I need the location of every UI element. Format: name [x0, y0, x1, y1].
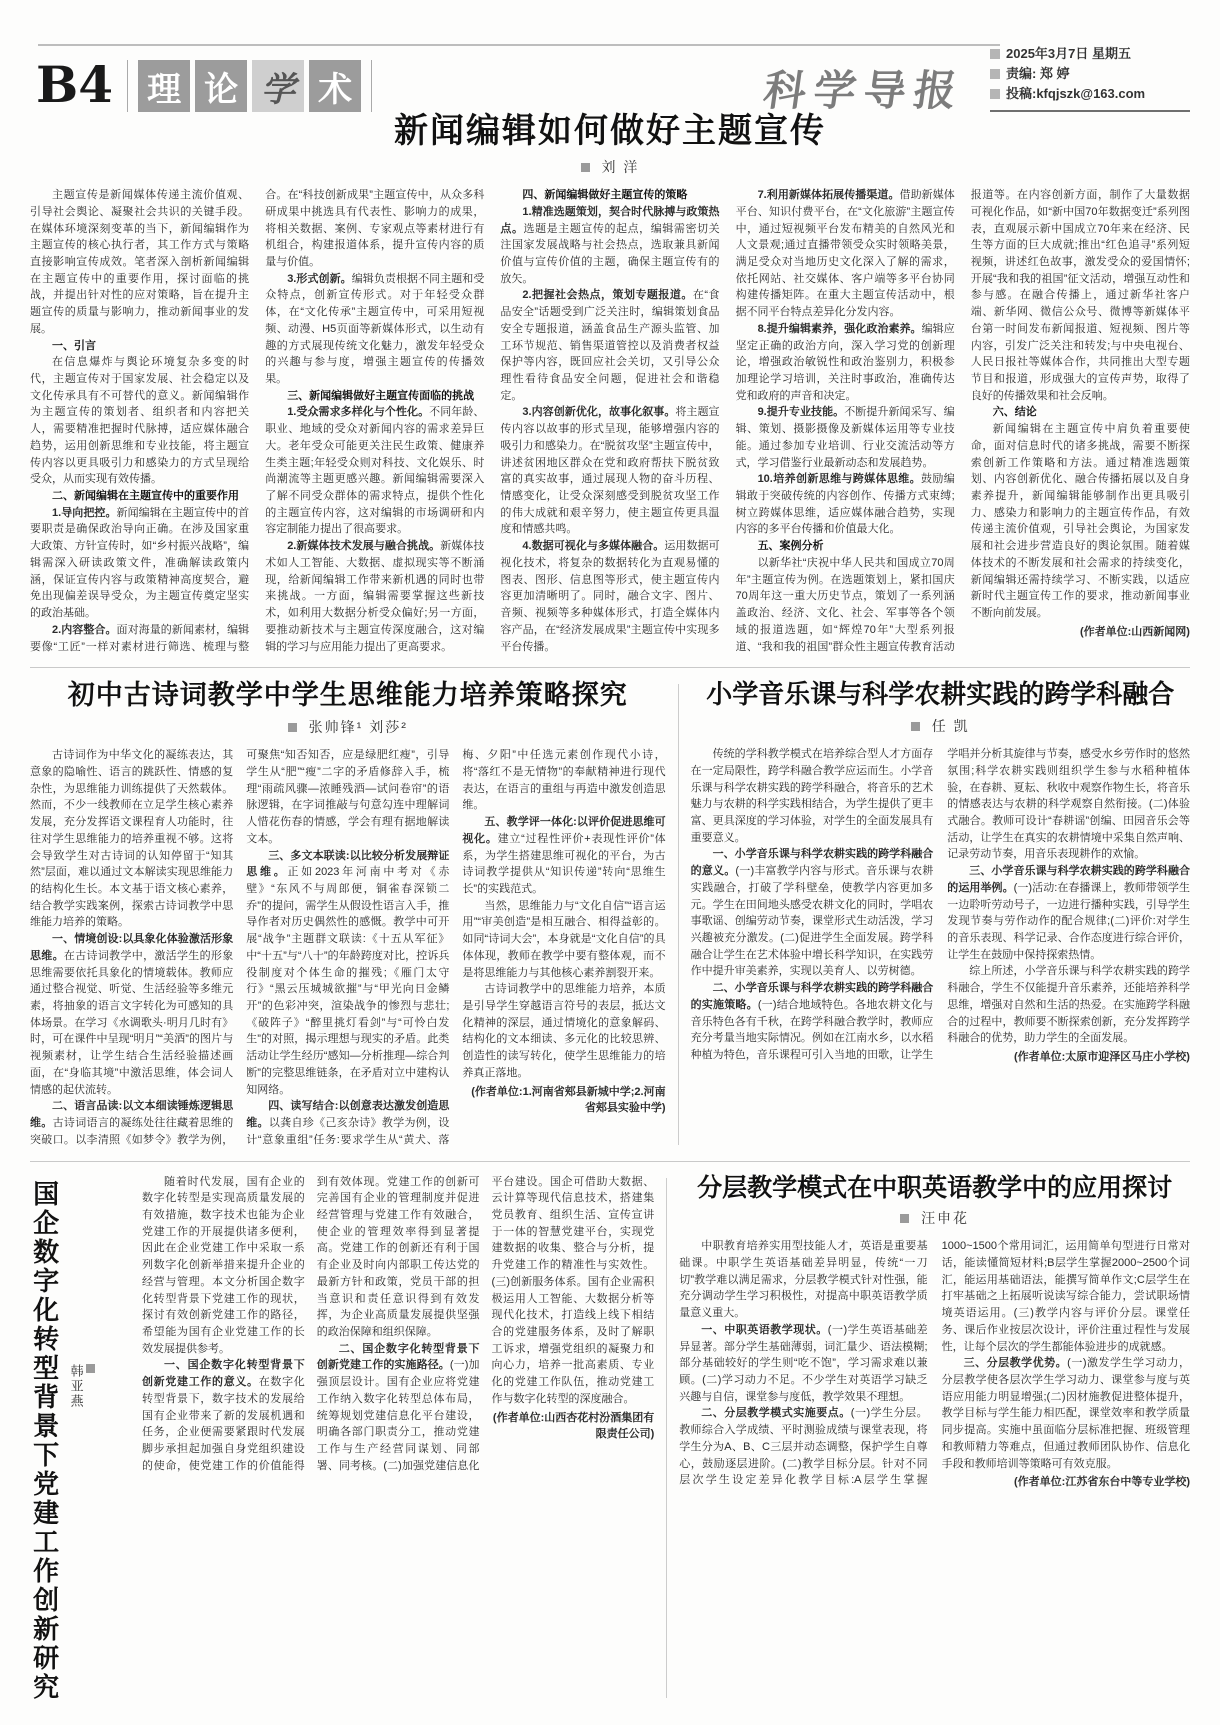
body-paragraph: 三、多文本联读:以比较分析发展辩证思维。正如2023年河南中考对《赤壁》“东风不与周郎便，铜雀春深锁二乔”的提问，需学生从假设性语言入手，推导作者对历史偶然性的感慨。教学中可开展“战争”主题群文联读:《十五从军征》中“十五”与“八十”的年龄跨度对比，控诉兵役制度对个体生命的摧残;《雁门太守行》“黑云压城城欲摧”与“甲光向日金鳞开”的色彩冲突，渲染战争的惨烈与悲壮;《破阵子》“醉里挑灯看剑”与“可怜白发生”的对照，揭示理想与现实的矛盾。此类活动让学生经历“感知—分析推理—综合判断”的完整思维链条，在矛盾对立中建构认知网络。 — [246, 849, 450, 1096]
body-paragraph: 1.受众需求多样化与个性化。不同年龄、职业、地域的受众对新闻内容的需求差异巨大。老年受众可能更关注民生政策、健康养生类主题;年轻受众则对科技、文化娱乐、时尚潮流等主题更感兴趣。新闻编辑需要深入了解不同受众群体的需求特点，提供个性化的主题宣传内容，这对编辑的市场调研和内容定制能力提出了很高要求。 — [265, 406, 485, 536]
section-heading: 三、新闻编辑做好主题宣传面临的挑战 — [287, 389, 475, 402]
author-name: 任 凯 — [931, 718, 970, 735]
author-affiliation: (作者单位:江苏省东台中等专业学校) — [1014, 1476, 1190, 1489]
byline-marker-icon — [86, 1364, 95, 1373]
article-body — [30, 187, 1190, 655]
body-paragraph: 随着时代发展，国有企业的数字化转型是实现高质量发展的有效措施，数字技术也能为企业党建工作的开展提供诸多便利，因此在企业党建工作中采取一系列数字化创新举措来提升企业的经营与管理。本文分析国企数字化转型背景下党建工作的现状，探讨有效创新党建工作的路径，希望能为国有企业党建工作的长效发展提供参考。 — [142, 1175, 305, 1355]
article-body — [142, 1174, 654, 1702]
body-paragraph: 3.形式创新。编辑负责根据不同主题和受众特点，创新宣传形式。对于年轻受众群体，在“文化传承”主题宣传中，可采用短视频、动漫、H5页面等新媒体形式，以生动有趣的方式展现传统文化魅力，激发年轻受众的兴趣与参与度，增强主题宣传的传播效果。 — [265, 272, 485, 385]
author-affiliation: (作者单位:太原市迎泽区马庄小学校) — [1013, 1051, 1190, 1064]
body-paragraph: 1.导向把控。新闻编辑在主题宣传中的首要职责是确保政治导向正确。在涉及国家重大政策、方针宣传时，如“乡村振兴战略”，编辑需深入研读政策文件，准确解读政策内涵，保证宣传内容与政策精神高度契合，避免出现偏差误导受众，为主题宣传奠定坚实的政治基础。 — [30, 506, 250, 620]
byline — [67, 1364, 95, 1702]
article-theme-propaganda — [30, 112, 1190, 655]
section-char-box: 术 — [309, 60, 361, 112]
column-divider — [678, 684, 679, 1144]
body-paragraph: 一、情境创设:以具象化体验激活形象思维。在古诗词教学中，激活学生的形象思维需要依托具象化的情境载体。教师应通过整合视觉、听觉、生活经验等多维元素，将抽象的语言文字转化为可感知的具体场景。在学习《水调歌头·明月几时有》时，可在课件中呈现“明月”“美酒”的图片与视频素材，让学生结合生活经验描述画面，在“身临其境”中激活思维，体会词人情感的起伏流转。 — [30, 933, 234, 1096]
article-title: 小学音乐课与科学农耕实践的跨学科融合 — [706, 679, 1175, 710]
section-heading: 一、引言 — [52, 339, 96, 352]
article-title: 新闻编辑如何做好主题宣传 — [394, 112, 826, 150]
body-paragraph: 2.把握社会热点，策划专题报道。在“食品安全”话题受到广泛关注时，编辑策划食品安全专题报道，涵盖食品生产源头监管、加工环节规范、销售渠道管控以及消费者权益保护等内容，既回应社会关切，又引导公众理性看待食品安全问题，促进社会和谐稳定。 — [500, 289, 720, 402]
article-title: 分层教学模式在中职英语教学中的应用探讨 — [697, 1173, 1173, 1202]
article-body — [30, 747, 666, 1148]
byline — [30, 157, 1190, 177]
body-paragraph: 古诗词作为中华文化的凝练表达，其意象的隐喻性、语言的跳跃性、情感的复杂性，为思维能力训练提供了天然载体。然而，不少一线教师在立足学生核心素养发展，充分发挥语文课程育人功能时，往往对学生思维能力的培养重视不够。这将会导致学生对古诗词的认知停留于“知其然”层面，难以通过文本解读实现思维能力的结构化生长。本文基于语文核心素养，结合教学实践案例，探索古诗词教学中思维能力培养的策略。 — [30, 749, 234, 929]
section-char-box: 论 — [195, 60, 247, 112]
body-paragraph: 传统的学科教学模式在培养综合型人才方面存在一定局限性，跨学科融合教学应运而生。小学音乐课与科学农耕实践的跨学科融合，将音乐的艺术魅力与农耕的科学实践相结合，为学生提供了更丰富、更具深度的学习体验，对学生的全面发展具有重要意义。 — [690, 748, 934, 844]
body-paragraph: 三、小学音乐课与科学农耕实践的跨学科融合的运用举例。(一)活动:在春播课上，教师带领学生一边聆听劳动号子，一边进行播种实践，引导学生发现节奏与劳作动作的配合规律;(二)评价:对学生的音乐表现、科学记录、合作态度进行综合评价，让学生在鼓励中保持探索热情。 — [947, 865, 1190, 961]
body-paragraph: 一、中职英语教学现状。(一)学生英语基础差异显著。部分学生基础薄弱，词汇量少、语法模糊;部分基础较好的学生则“吃不饱”，学习需求难以兼顾。(二)学习动力不足。不少学生对英语学习缺乏兴趣与自信，课堂参与度低，教学效果不理想。 — [679, 1323, 928, 1403]
body-paragraph: 新闻编辑在主题宣传中肩负着重要使命，面对信息时代的诸多挑战，需要不断探索创新工作策略和方法。通过精准选题策划、内容创新优化、融合传播拓展以及自身素养提升，新闻编辑能够制作出更具吸引力、感染力和影响力的主题宣传作品，有效传递主流价值观，引导社会舆论，为国家发展和社会进步营造良好的舆论氛围。随着媒体技术的不断发展和社会需求的持续变化，新闻编辑还需持续学习、不断实践，以适应新时代主题宣传工作的要求，推动新闻事业不断向前发展。 — [970, 423, 1190, 620]
body-paragraph: 2.内容整合。面对海量的新闻素材，编辑要像“工匠”一样对素材进行筛选、梳理与整合。在“科技创新成果”主题宣传中，从众多科研成果中挑选具有代表性、影响力的成果，将相关数据、案例、专家观点等素材进行有机组合，构建报道体系，提升宣传内容的质量与价值。 — [30, 189, 485, 653]
body-paragraph: 二、语言品读:以文本细读锤炼逻辑思维。古诗词语言的凝练处往往藏着思维的突破口。以李清照《如梦令》教学为例，可聚焦“知否知否，应是绿肥红瘦”，引导学生从“肥”“瘦”二字的矛盾修辞入手，梳理“雨疏风骤—浓睡残酒—试问卷帘”的语脉逻辑，在字词推敲与句意勾连中理解词人惜花伤春的情感，学会有理有据地解读文本。 — [30, 749, 450, 1146]
editor-line: 责编: 郑 婷 — [990, 64, 1190, 84]
page-header — [30, 26, 1190, 112]
publication-date: 2025年3月7日 星期五 — [990, 44, 1190, 64]
body-paragraph: 综上所述，小学音乐课与科学农耕实践的跨学科融合，学生不仅能提升音乐素养，还能培养科学思维，增强对自然和生活的热爱。在实施跨学科融合的过程中，教师要不断探索创新，充分发挥跨学科融合的优势，助力学生的全面发展。 — [947, 965, 1190, 1045]
middle-band — [30, 680, 1190, 1148]
section-heading: 二、新闻编辑在主题宣传中的重要作用 — [52, 490, 239, 503]
body-paragraph: 10.培养创新思维与跨媒体思维。鼓励编辑敢于突破传统的内容创作、传播方式束缚;树立跨媒体思维，适应媒体融合趋势，实现内容的多平台传播和价值最大化。 — [735, 473, 955, 536]
byline — [679, 1208, 1190, 1228]
body-paragraph: 三、分层教学优势。(一)激发学生学习动力，分层教学使各层次学生学习动力、课堂参与度与英语应用能力明显增强;(二)因材施教促进整体提升，教学目标与学生能力相匹配，课堂效率和教学质量同步提高。实施中虽面临分层标准把握、班级管理和教师精力等难点，但通过教师团队协作、信息化手段和教师培训等策略可有效克服。 — [941, 1357, 1191, 1470]
byline — [30, 717, 666, 737]
section-heading: 五、案例分析 — [757, 540, 824, 553]
byline-marker-icon — [581, 163, 590, 172]
square-bullet-icon — [990, 89, 1000, 99]
body-paragraph: 二、小学音乐课与科学农耕实践的跨学科融合的实施策略。(一)结合地域特色。各地农耕文化与音乐特色各有千秋，在跨学科融合教学时，教师应充分考量当地实际情况。例如在江南水乡，以水稻种植为特色，音乐课程可引入当地的田歌，让学生学唱并分析其旋律与节奏，感受水乡劳作时的悠然氛围;科学农耕实践则组织学生参与水稻种植体验，在春耕、夏耘、秋收中观察作物生长，将音乐的情感表达与农耕的科学观察自然衔接。(二)体验式融合。教师可设计“春耕谣”创编、田园音乐会等活动，让学生在真实的农耕情境中采集自然声响、记录劳动节奏，用音乐表现耕作的欢愉。 — [690, 748, 1190, 1062]
section-divider — [30, 667, 1190, 668]
body-paragraph: 8.提升编辑素养，强化政治素养。编辑应坚定正确的政治方向，深入学习党的创新理论，增强政治敏锐性和政治鉴别力，积极参加理论学习培训，关注时事政治，准确传达党和政府的声音和决定。 — [735, 322, 955, 402]
edition-number: B4 — [36, 55, 114, 114]
author-name: 汪申花 — [921, 1210, 970, 1227]
body-paragraph: 二、国企数字化转型背景下创新党建工作的实施路径。(一)加强顶层设计。国有企业应将党建工作纳入数字化转型总体布局，统筹规划党建信息化平台建设，明确各部门职责分工，推动党建工作与生产经营同谋划、同部署、同考核。(二)加强党建信息化平台建设。国企可借助大数据、云计算等现代信息技术，搭建集党员教育、组织生活、宣传宣讲于一体的智慧党建平台，实现党建数据的收集、整合与分析，提升党建工作的精准性与实效性。(三)创新服务体系。国有企业需积极运用人工智能、大数据分析等现代化技术，打造线上线下相结合的党建服务体系，及时了解职工诉求，增强党组织的凝聚力和向心力，培养一批高素质、专业化的党建工作队伍，推动党建工作与数字化转型的深度融合。 — [316, 1175, 655, 1472]
section-heading: 六、结论 — [992, 406, 1037, 419]
byline-marker-icon — [900, 1214, 909, 1223]
bottom-band — [30, 1174, 1190, 1702]
body-paragraph: 二、分层教学模式实施要点。(一)学生分层。教师综合入学成绩、平时测验成绩与课堂表现，将学生分为A、B、C三层并动态调整，保护学生自尊心，鼓励逐层进阶。(二)教学目标分层。针对不同层次学生设定差异化教学目标:A层学生掌握1000~1500个常用词汇，运用简单句型进行日常对话，能读懂简短材料;B层学生掌握2000~2500个词汇，能运用基础语法，能撰写简单作文;C层学生在打牢基础之上拓展听说读写综合能力，尝试职场情境英语运用。(三)教学内容与评价分层。课堂任务、课后作业按层次设计，评价注重过程性与发展性，让每个层次的学生都能体验进步的成就感。 — [679, 1240, 1190, 1487]
body-paragraph: 一、小学音乐课与科学农耕实践的跨学科融合的意义。(一)丰富教学内容与形式。音乐课与农耕实践融合，打破了学科壁垒，使教学内容更加多元。学生在田间地头感受农耕文化的同时，学唱农事歌谣、创编劳动节奏，课堂形式生动活泼，学习兴趣被充分激发。(二)促进学生全面发展。跨学科融合让学生在艺术体验中增长科学知识，在实践劳作中提升审美素养，实现以美育人、以劳树德。 — [690, 848, 934, 978]
newspaper-name: 科学导报 — [760, 67, 968, 114]
body-paragraph: 3.内容创新优化，故事化叙事。将主题宣传内容以故事的形式呈现，能够增强内容的吸引力和感染力。在“脱贫攻坚”主题宣传中，讲述贫困地区群众在党和政府帮扶下脱贫致富的真实故事，通过展现人物的奋斗历程、情感变化，让受众深刻感受到脱贫攻坚工作的伟大成就和艰辛努力，使主题宣传更具温度和情感共鸣。 — [500, 406, 720, 536]
square-bullet-icon — [990, 69, 1000, 79]
section-char-box: 学 — [252, 60, 304, 112]
author-affiliation: (作者单位:山西新闻网) — [1079, 625, 1190, 638]
body-paragraph: 主题宣传是新闻媒体传递主流价值观、引导社会舆论、凝聚社会共识的关键手段。在媒体环境深刻变革的当下，新闻编辑作为主题宣传的核心执行者，其工作方式与策略直接影响宣传成效。笔者深入剖析新闻编辑在主题宣传中的重要作用，探讨面临的挑战，并提出针对性的应对策略，旨在提升主题宣传的质量与影响力，推动新闻事业的发展。 — [30, 189, 250, 335]
column-divider — [666, 1178, 667, 1698]
section-divider — [30, 1161, 1190, 1162]
body-paragraph: 一、国企数字化转型背景下创新党建工作的意义。在数字化转型背景下，数字技术的发展给国有企业带来了新的发展机遇和任务，企业便需要紧跟时代发展脚步承担起加强自身党组织建设的使命，使党建工作的价值能得到有效体现。党建工作的创新可完善国有企业的管理制度并促进经营管理与党建工作有效融合，使企业的管理效率得到显著提高。党建工作的创新还有利于国有企业及时向内部职工传达党的最新方针和政策，党员干部的担当意识和责任意识得到有效发挥，为企业高质量发展提供坚强的政治保障和组织保障。 — [142, 1175, 480, 1472]
body-paragraph: 在信息爆炸与舆论环境复杂多变的时代，主题宣传对于国家发展、社会稳定以及文化传承具有不可替代的意义。新闻编辑作为主题宣传的策划者、组织者和内容把关人，需要精准把握时代脉搏，适应媒体融合趋势，运用创新思维和专业技能，将主题宣传内容以更具吸引力和感染力的方式呈现给受众，从而实现有效传播。 — [30, 356, 250, 486]
section-heading: 四、新闻编辑做好主题宣传的策略 — [522, 189, 688, 202]
article-soe-digital-party — [30, 1174, 654, 1702]
body-paragraph: 中职教育培养实用型技能人才，英语是重要基础课。中职学生英语基础差异明显，传统“一刀切”教学难以满足需求，分层教学模式针对性强，能充分调动学生学习积极性，对提高中职英语教学质量意义重大。 — [679, 1240, 928, 1320]
body-paragraph: 当然，思维能力与“文化自信”“语言运用”“审美创造”是相互融合、相得益彰的。如同“诗词大会”，本身就是“文化自信”的具体体现，教师在教学中要有整体观，而不是将思维能力与其他核心素养割裂开来。 — [462, 899, 666, 979]
publication-info — [990, 44, 1190, 112]
body-paragraph: 四、读写结合:以创意表达激发创造思维。以龚自珍《己亥杂诗》教学为例，设计“意象重组”任务:要求学生从“黄犬、落梅、夕阳”中任选元素创作现代小诗，将“落红不是无情物”的奉献精神进行现代表达，在语言的重组与再造中激发创造思维。 — [246, 749, 666, 1146]
body-paragraph: 五、教学评一体化:以评价促进思维可视化。建立“过程性评价+表现性评价”体系，为学生搭建思维可视化的平台，为古诗词教学提供从“知识传递”转向“思维生长”的实践范式。 — [462, 816, 666, 896]
byline-marker-icon — [288, 723, 297, 732]
author-affiliation: (作者单位:1.河南省郏县新城中学;2.河南省郏县实验中学) — [471, 1085, 666, 1115]
article-title: 初中古诗词教学中学生思维能力培养策略探究 — [67, 680, 628, 711]
author-name: 张帅锋¹ 刘莎² — [308, 719, 408, 736]
section-char-box: 理 — [138, 60, 190, 112]
body-paragraph: 以新华社“庆祝中华人民共和国成立70周年”主题宣传为例。在选题策划上，紧扣国庆70周年这一重大历史节点，策划了一系列涵盖政治、经济、文化、社会、军事等各个领域的报道选题，如“辉煌70年”大型系列报道、“我和我的祖国”群众性主题宣传教育活动报道等。在内容创新方面，制作了大量数据可视化作品，如“新中国70年数据变迁”系列图表，直观展示新中国成立70年来在经济、民生等方面的巨大成就;推出“红色追寻”系列短视频，讲述红色故事，激发受众的爱国情怀;开展“我和我的祖国”征文活动，增强互动性和参与感。在融合传播上，通过新华社客户端、新华网、微信公众号、微博等新媒体平台第一时间发布新闻报道、短视频、图片等内容，引发广泛关注和转发;与中央电视台、人民日报社等媒体合作，共同推出大型专题节目和报道，形成强大的宣传声势，取得了良好的传播效果和社会反响。 — [735, 189, 1190, 653]
body-paragraph: 7.利用新媒体拓展传播渠道。借助新媒体平台、知识付费平台，在“文化旅游”主题宣传中，通过短视频平台发布精美的自然风光和人文景观;通过直播带领受众实时领略美景，满足受众对当地历史文化深入了解的需求，依托网站、社交媒体、客户端等多平台协同构建传播矩阵。在重大主题宣传活动中，根据不同平台特点差异化分发内容。 — [735, 189, 955, 319]
byline — [691, 716, 1190, 736]
submission-email: 投稿:kfqjszk@163.com — [990, 84, 1190, 104]
body-paragraph: 4.数据可视化与多媒体融合。运用数据可视化技术，将复杂的数据转化为直观易懂的图表、图形、信息图等形式，使主题宣传内容更加清晰明了。同时，融合文字、图片、音频、视频等多种媒体形式，打造全媒体内容产品，在“经济发展成果”主题宣传中实现多平台传播。 — [500, 540, 720, 653]
masthead — [372, 67, 990, 114]
byline-marker-icon — [911, 722, 920, 731]
body-paragraph: 古诗词教学中的思维能力培养，本质是引导学生穿越语言符号的表层，抵达文化精神的深层，通过情境化的意象解码、结构化的文本细读、多元化的比较思辨、创造性的读写转化，使学生思维能力的培养真正落地。 — [462, 983, 666, 1079]
article-poetry-teaching — [30, 680, 666, 1148]
article-title: 国企数字化转型背景下党建工作创新研究 — [29, 1179, 60, 1702]
vertical-title-column — [30, 1174, 142, 1702]
article-music-farming — [691, 680, 1190, 1148]
section-title — [127, 60, 372, 112]
article-body — [679, 1238, 1190, 1491]
body-paragraph: 9.提升专业技能。不断提升新闻采写、编辑、策划、摄影摄像及新媒体运用等专业技能。通过参加专业培训、行业交流活动等方式，学习借鉴行业最新动态和发展趋势。 — [735, 406, 955, 469]
author-affiliation: (作者单位:山西杏花村汾酒集团有限责任公司) — [492, 1411, 655, 1441]
article-body — [691, 746, 1190, 1066]
body-paragraph: 2.新媒体技术发展与融合挑战。新媒体技术如人工智能、大数据、虚拟现实等不断涌现，给新闻编辑工作带来新机遇的同时也带来挑战。一方面，编辑需要掌握这些新技术，如利用大数据分析受众偏好;另一方面，要推动新技术与主题宣传深度融合，这对编辑的学习与应用能力提出了更高要求。 — [265, 540, 485, 653]
article-layered-english-teaching — [679, 1174, 1190, 1702]
square-bullet-icon — [990, 49, 1000, 59]
author-name: 刘 洋 — [601, 159, 640, 176]
author-name: 韩亚燕 — [68, 1363, 84, 1409]
body-paragraph: 1.精准选题策划，契合时代脉搏与政策热点。选题是主题宣传的起点，编辑需密切关注国家发展战略与社会热点，选取兼具新闻价值与宣传价值的主题，确保主题宣传有的放矢。 — [500, 205, 720, 285]
